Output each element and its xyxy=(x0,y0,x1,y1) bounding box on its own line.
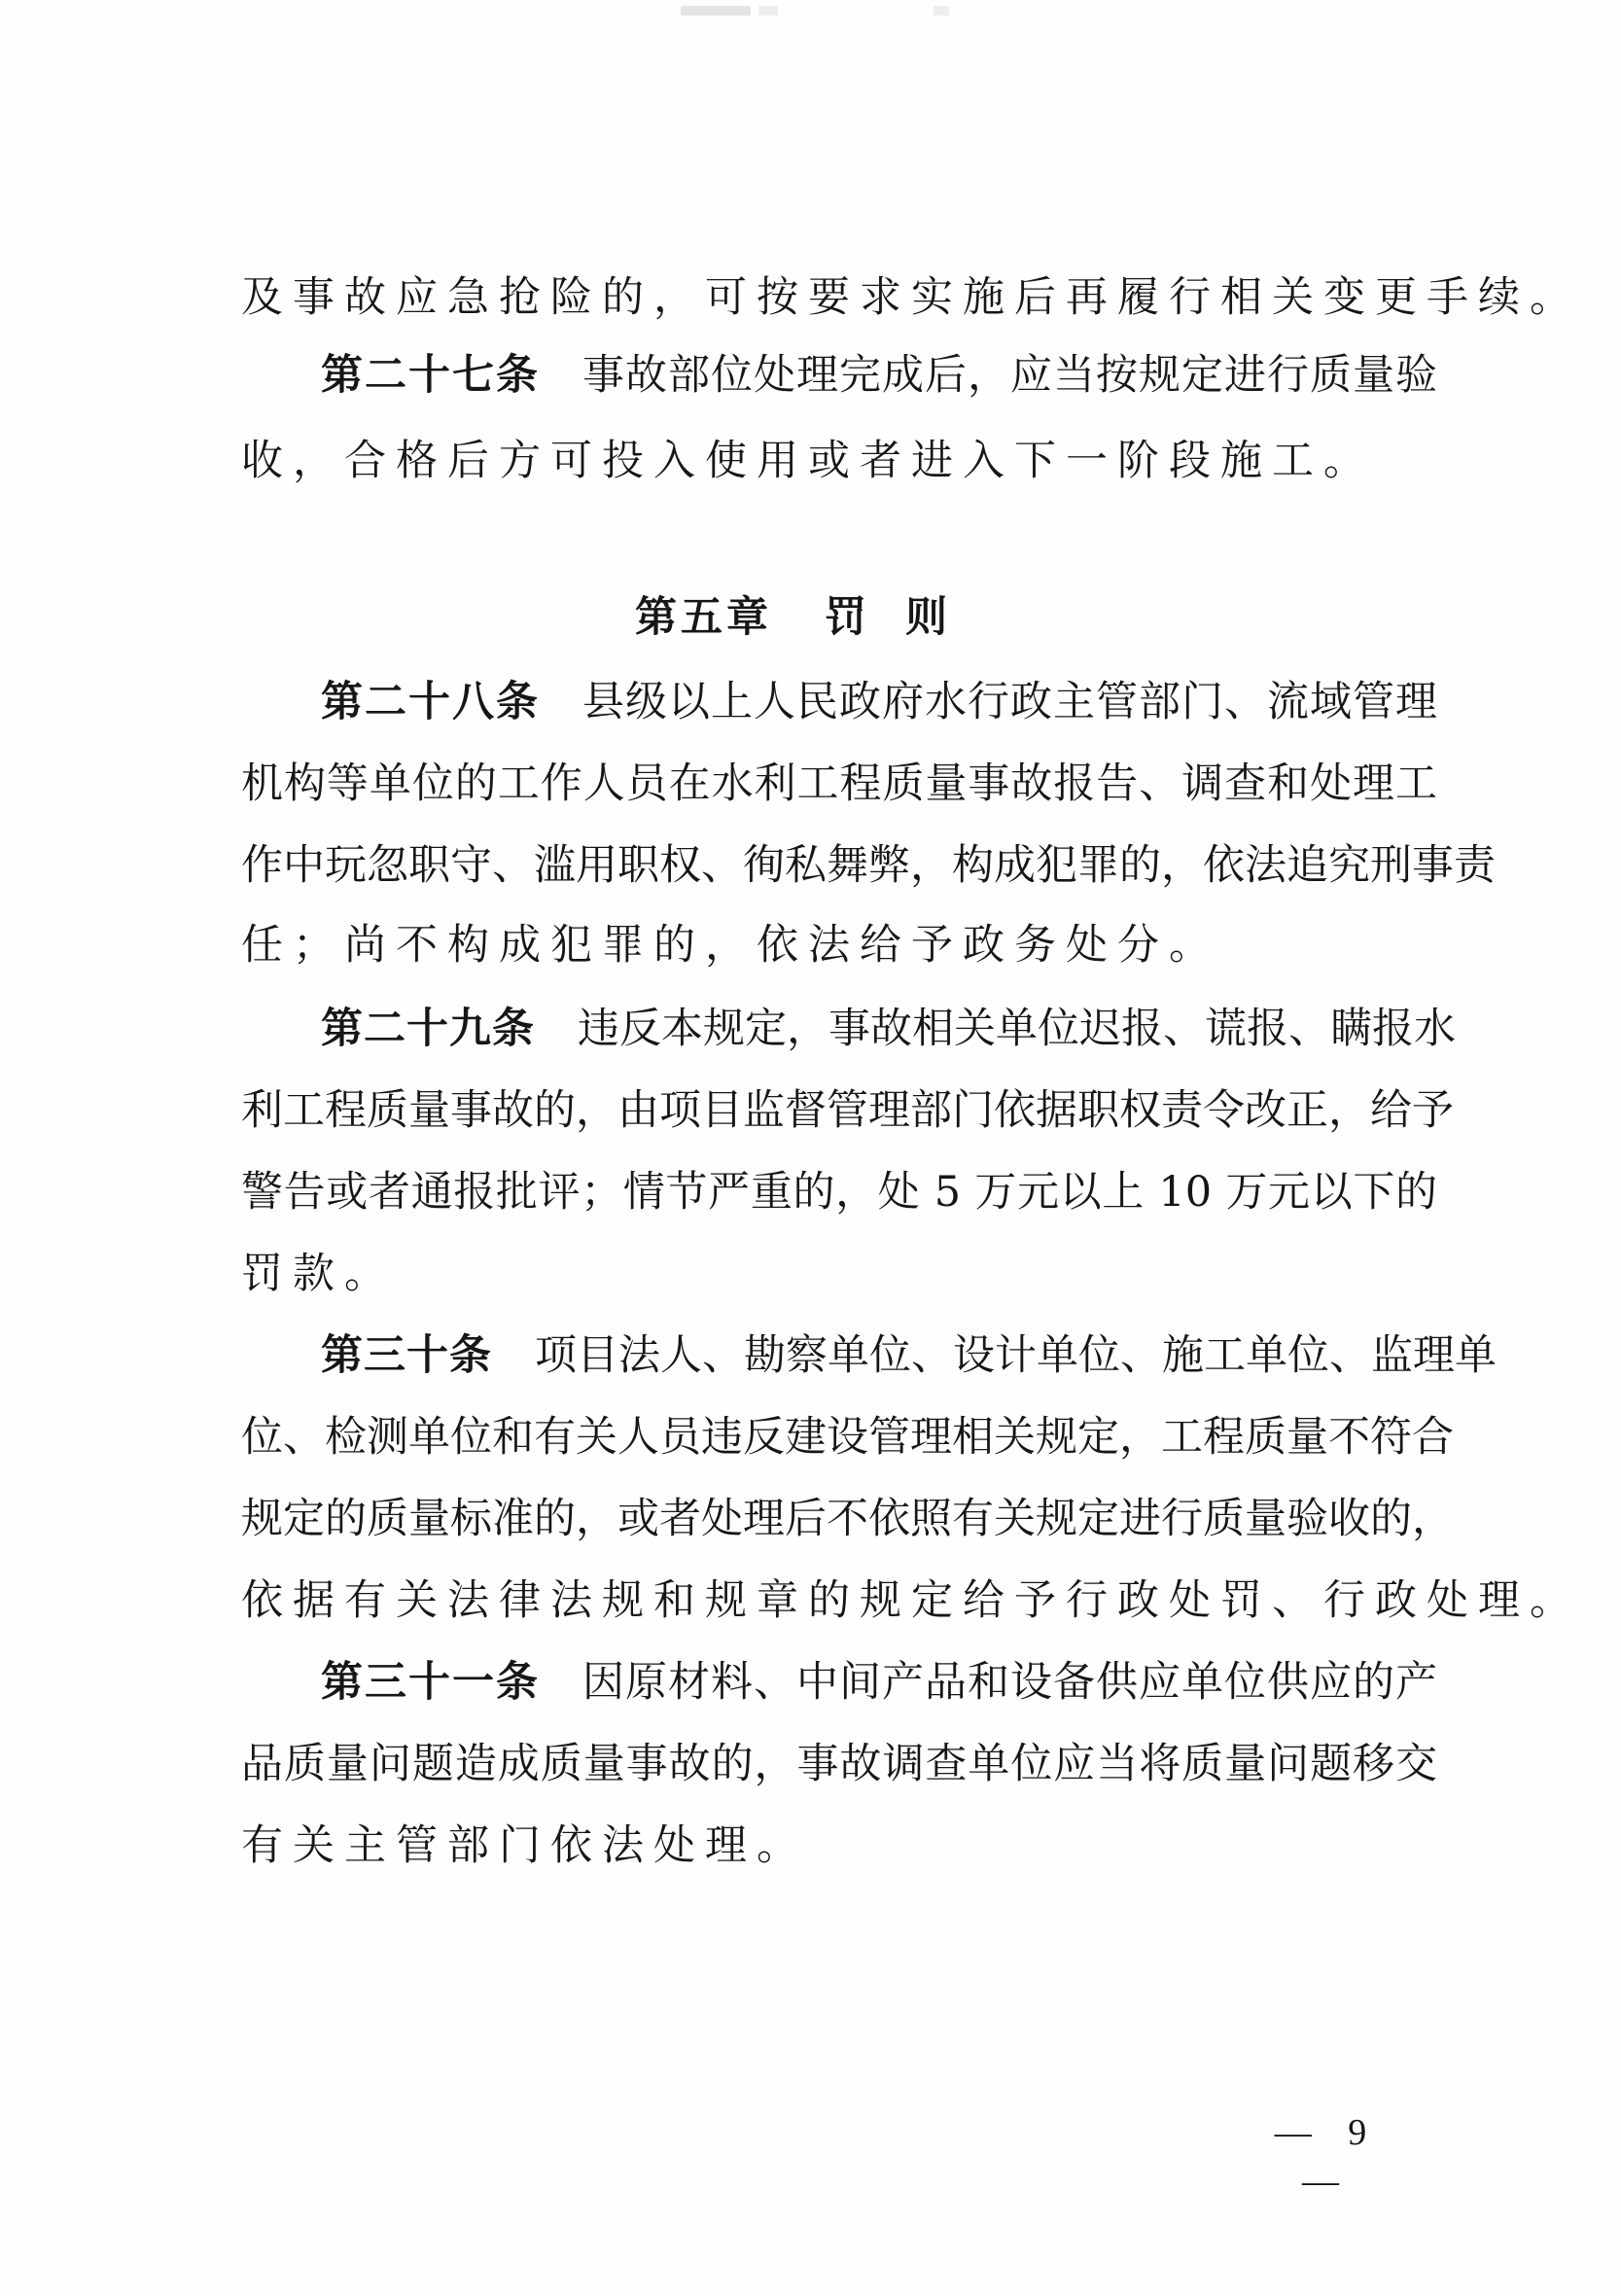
chapter-title: 罚则 xyxy=(825,593,986,642)
chapter-heading xyxy=(0,588,1621,647)
paragraph-line: 收，合格后方可投入使用或者进入下一阶段施工。 xyxy=(241,437,1375,485)
article-27-first-line xyxy=(321,346,1437,405)
article-31-first-line xyxy=(321,1653,1437,1712)
paragraph-line: 警告或者通报批评；情节严重的，处 5 万元以上 10 万元以下的 xyxy=(241,1168,1437,1217)
paragraph-line: 任；尚不构成犯罪的，依法给予政务处分。 xyxy=(241,921,1220,970)
article-number: 第二十八条 xyxy=(321,678,540,726)
paragraph-line: 及事故应急抢险的，可按要求实施后再履行相关变更手续。 xyxy=(241,273,1581,322)
paragraph-line: 位、检测单位和有关人员违反建设管理相关规定，工程质量不符合 xyxy=(241,1413,1454,1462)
paragraph-line: 品质量问题造成质量事故的，事故调查单位应当将质量问题移交 xyxy=(241,1740,1437,1788)
article-text: 项目法人、勘察单位、设计单位、施工单位、监理单 xyxy=(535,1331,1497,1380)
paragraph-line: 规定的质量标准的，或者处理后不依照有关规定进行质量验收的， xyxy=(241,1495,1454,1543)
article-number: 第二十七条 xyxy=(321,351,540,400)
paragraph-line: 依据有关法律法规和规章的规定给予行政处罚、行政处理。 xyxy=(241,1576,1581,1625)
paragraph-line: 罚款。 xyxy=(241,1250,396,1298)
article-number: 第三十一条 xyxy=(321,1658,540,1707)
article-30-first-line xyxy=(321,1326,1497,1385)
article-text: 因原材料、中间产品和设备供应单位供应的产 xyxy=(582,1658,1437,1707)
paragraph-line: 利工程质量事故的，由项目监督管理部门依据职权责令改正，给予 xyxy=(241,1086,1454,1135)
article-text: 违反本规定，事故相关单位迟报、谎报、瞒报水 xyxy=(578,1005,1456,1053)
scan-artifact xyxy=(681,6,751,16)
article-number: 第三十条 xyxy=(321,1331,492,1380)
article-number: 第二十九条 xyxy=(321,1005,535,1053)
article-text: 事故部位处理完成后，应当按规定进行质量验 xyxy=(582,351,1437,400)
article-text: 县级以上人民政府水行政主管部门、流域管理 xyxy=(582,678,1437,726)
article-29-first-line xyxy=(321,1000,1456,1058)
scan-artifact xyxy=(758,6,778,16)
chapter-number: 第五章 xyxy=(635,593,772,642)
scan-artifact xyxy=(934,6,949,16)
paragraph-line: 机构等单位的工作人员在水利工程质量事故报告、调查和处理工 xyxy=(241,759,1437,808)
paragraph-line: 作中玩忽职守、滥用职权、徇私舞弊，构成犯罪的，依法追究刑事责 xyxy=(241,841,1496,890)
page-number: — 9 — xyxy=(1274,2112,1381,2202)
article-28-first-line xyxy=(321,673,1437,731)
paragraph-line: 有关主管部门依法处理。 xyxy=(241,1821,808,1870)
